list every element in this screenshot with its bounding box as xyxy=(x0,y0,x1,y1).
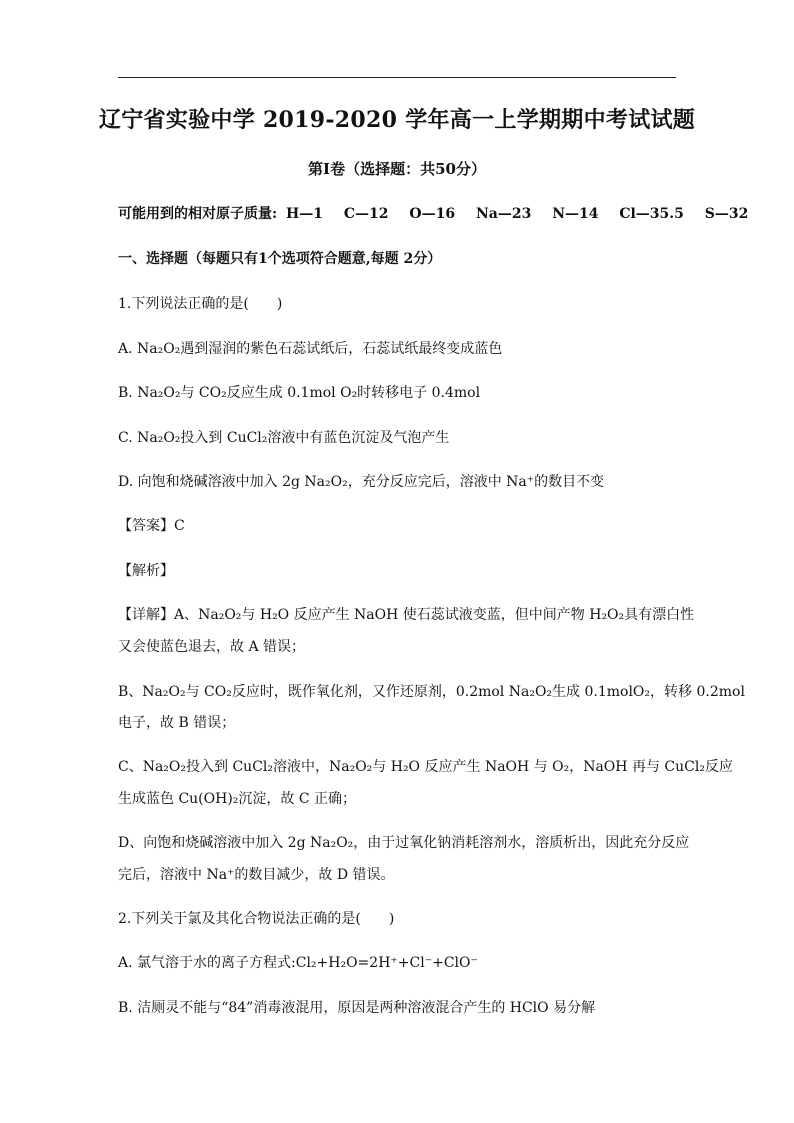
question-1-detail-line: 电子，故 B 错误； xyxy=(118,715,236,731)
question-2-stem: 2.下列关于氯及其化合物说法正确的是( ) xyxy=(118,911,395,927)
question-2-option-a: A. 氯气溶于水的离子方程式:Cl₂+H₂O=2H⁺+Cl⁻+ClO⁻ xyxy=(118,955,478,971)
question-1-option-c: C. Na₂O₂投入到 CuCl₂溶液中有蓝色沉淀及气泡产生 xyxy=(118,430,450,446)
atomic-mass-label: 可能用到的相对原子质量: xyxy=(118,206,278,222)
atomic-mass-item: H—1 xyxy=(286,206,324,222)
question-1-detail-line: C、Na₂O₂投入到 CuCl₂溶液中，Na₂O₂与 H₂O 反应产生 NaOH 与 O₂，NaOH 再与 CuCl₂反应 xyxy=(118,759,733,775)
page-title: 辽宁省实验中学 2019-2020 学年高一上学期期中考试试题 xyxy=(98,107,696,133)
atomic-mass-item: N—14 xyxy=(552,206,599,222)
question-1-analysis-label: 【解析】 xyxy=(118,563,174,579)
question-1-detail-line: 又会使蓝色退去，故 A 错误； xyxy=(118,639,306,655)
question-1-detail-line: 生成蓝色 Cu(OH)₂沉淀，故 C 正确； xyxy=(118,791,357,807)
atomic-mass-item: Na—23 xyxy=(475,206,532,222)
question-1-answer: 【答案】C xyxy=(118,518,185,534)
section-heading: 一、选择题（每题只有1个选项符合题意,每题 2分） xyxy=(118,251,442,267)
part-title: 第Ⅰ卷（选择题：共50分） xyxy=(308,160,486,178)
question-1-detail-line: D、向饱和烧碱溶液中加入 2g Na₂O₂，由于过氧化钠消耗溶剂水，溶质析出，因此充分反应 xyxy=(118,835,690,851)
question-1-option-d: D. 向饱和烧碱溶液中加入 2g Na₂O₂，充分反应完后，溶液中 Na⁺的数目不变 xyxy=(118,474,605,490)
question-1-stem: 1.下列说法正确的是( ) xyxy=(118,296,283,312)
atomic-mass-item: O—16 xyxy=(409,206,456,222)
question-1-detail-line: B、Na₂O₂与 CO₂反应时，既作氧化剂，又作还原剂，0.2mol Na₂O₂生成 0.1molO₂，转移 0.2mol xyxy=(118,684,745,700)
question-2-option-b: B. 洁厕灵不能与“84”消毒液混用，原因是两种溶液混合产生的 HClO 易分解 xyxy=(118,1000,596,1016)
atomic-mass-item: Cl—35.5 xyxy=(619,206,684,222)
atomic-mass-item: C—12 xyxy=(343,206,389,222)
atomic-mass-item: S—32 xyxy=(704,206,749,222)
atomic-mass-line xyxy=(118,203,749,223)
question-1-option-a: A. Na₂O₂遇到湿润的紫色石蕊试纸后，石蕊试纸最终变成蓝色 xyxy=(118,341,503,357)
header-rule xyxy=(118,77,676,78)
question-1-detail-line: 完后，溶液中 Na⁺的数目减少，故 D 错误。 xyxy=(118,867,395,883)
question-1-option-b: B. Na₂O₂与 CO₂反应生成 0.1mol O₂时转移电子 0.4mol xyxy=(118,385,481,401)
question-1-detail-line: 【详解】A、Na₂O₂与 H₂O 反应产生 NaOH 使石蕊试液变蓝，但中间产物 H₂O₂具有漂白性 xyxy=(118,607,695,623)
